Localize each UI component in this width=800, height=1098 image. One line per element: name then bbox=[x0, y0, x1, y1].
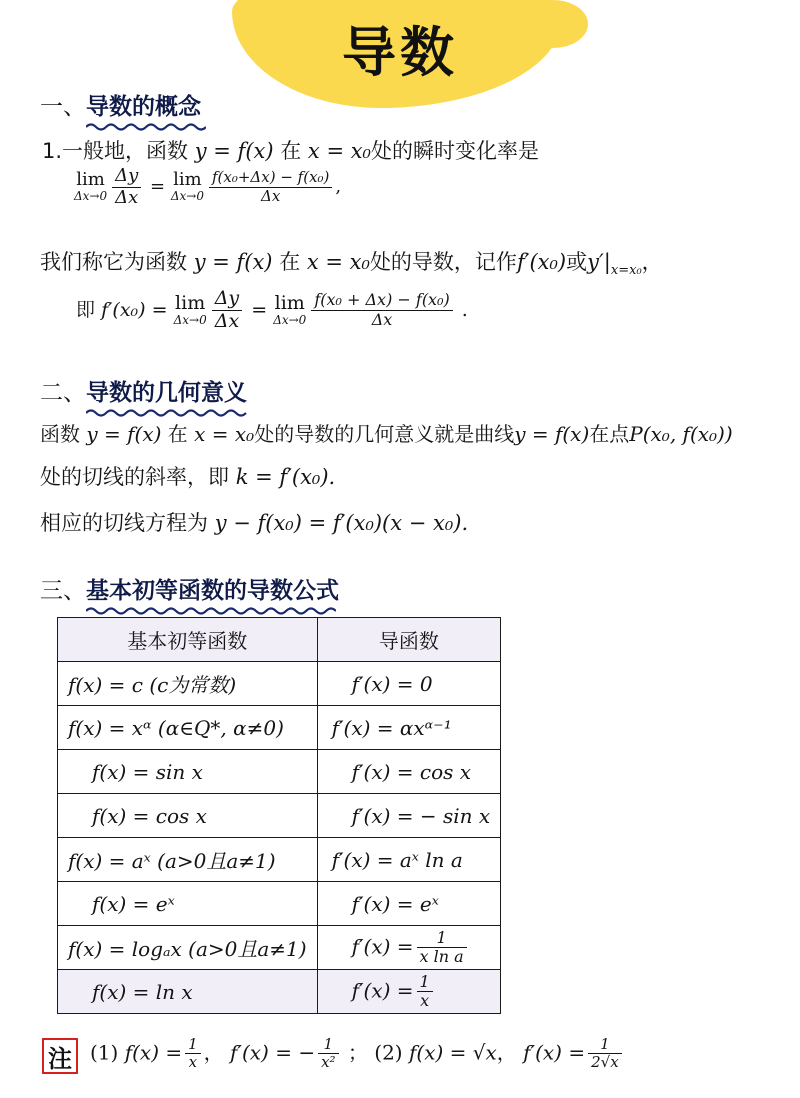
denominator: x bbox=[188, 1053, 198, 1072]
derivative-cell: f′(x) = 0 bbox=[317, 662, 501, 706]
section-3-heading bbox=[40, 572, 339, 605]
punct: ， bbox=[203, 1040, 224, 1065]
table-row bbox=[58, 662, 501, 706]
derivative-cell: f′(x) = − sin x bbox=[317, 794, 501, 838]
lim-sub: Δx→0 bbox=[170, 189, 204, 204]
wavy-underline bbox=[86, 408, 251, 417]
text: 我们称它为函数 bbox=[40, 250, 187, 274]
numerator: 1 bbox=[417, 929, 467, 948]
lim-text: lim bbox=[175, 292, 206, 315]
lim-text: lim bbox=[76, 169, 105, 191]
table-header: 基本初等函数 bbox=[58, 618, 318, 662]
numerator: f(x₀+Δx) − f(x₀) bbox=[209, 169, 332, 187]
table-row bbox=[58, 926, 501, 970]
math-expr: y = f(x) bbox=[194, 139, 274, 163]
note-badge: 注 bbox=[42, 1038, 78, 1074]
text: 在 bbox=[279, 250, 301, 274]
text: 在 bbox=[167, 422, 188, 446]
table-row bbox=[58, 838, 501, 882]
math-expr: y = f(x) bbox=[86, 422, 162, 446]
text: 函数 bbox=[40, 422, 80, 446]
table-row bbox=[58, 794, 501, 838]
function-cell: f(x) = cos x bbox=[58, 794, 318, 838]
function-cell: f(x) = logₐx (a>0且a≠1) bbox=[58, 926, 318, 970]
math-expr: P(x₀, f(x₀)) bbox=[629, 422, 733, 446]
text: 处的导数，记作 bbox=[369, 250, 517, 274]
lim-sub: Δx→0 bbox=[74, 189, 108, 204]
section-1-heading bbox=[40, 88, 201, 121]
section-1-paragraph-1 bbox=[42, 135, 539, 165]
derivative-cell: f′(x) = αxᵅ⁻¹ bbox=[317, 706, 501, 750]
table-row bbox=[58, 706, 501, 750]
function-cell: f(x) = aˣ (a>0且a≠1) bbox=[58, 838, 318, 882]
table-row bbox=[58, 970, 501, 1014]
math-expr: f(x) = √x bbox=[408, 1040, 497, 1065]
denominator: x ln a bbox=[419, 947, 464, 966]
text: 相应的切线方程为 bbox=[40, 511, 208, 535]
section-3-label bbox=[86, 578, 339, 604]
derivative-cell bbox=[317, 926, 501, 970]
fraction bbox=[212, 288, 242, 333]
math-expr: x = x₀ bbox=[306, 250, 370, 274]
math-expr: y = f(x) bbox=[193, 250, 273, 274]
derivative-cell: f′(x) = cos x bbox=[317, 750, 501, 794]
punct: , bbox=[335, 176, 342, 198]
denominator: Δx bbox=[261, 186, 281, 205]
math-expr: x = x₀ bbox=[307, 139, 371, 163]
table-header-row bbox=[58, 618, 501, 662]
denominator: 2√x bbox=[591, 1053, 619, 1072]
section-2-label-text: 导数的几何意义 bbox=[86, 380, 247, 406]
text: 或 bbox=[566, 250, 588, 274]
text: 处的切线的斜率，即 bbox=[40, 465, 229, 489]
fraction bbox=[588, 1036, 622, 1072]
numerator: 1 bbox=[318, 1036, 338, 1054]
section-2-paragraph-1 bbox=[40, 418, 733, 447]
denominator: x² bbox=[321, 1053, 336, 1072]
section-1-equation-2 bbox=[76, 288, 468, 333]
wavy-underline bbox=[86, 122, 206, 131]
section-2-paragraph-3 bbox=[40, 507, 468, 537]
numerator: Δy bbox=[112, 166, 141, 188]
math-expr: f′(x₀) = bbox=[101, 298, 168, 321]
lim-sub: Δx→0 bbox=[273, 313, 307, 328]
table-row bbox=[58, 882, 501, 926]
derivative-table bbox=[57, 617, 501, 1014]
lim-sub: Δx→0 bbox=[173, 313, 207, 328]
numerator: 1 bbox=[185, 1036, 201, 1054]
note-item-label: (1) bbox=[90, 1040, 119, 1065]
section-1-number: 一、 bbox=[40, 94, 86, 120]
text: 处的瞬时变化率是 bbox=[370, 139, 539, 163]
fraction bbox=[311, 291, 452, 329]
math-expr: f′(x) = bbox=[351, 978, 414, 1002]
fraction bbox=[209, 169, 332, 205]
limit bbox=[74, 171, 107, 202]
section-1-label-text: 导数的概念 bbox=[86, 94, 201, 120]
numerator: f(x₀ + Δx) − f(x₀) bbox=[311, 291, 452, 310]
section-2-heading bbox=[40, 374, 247, 407]
section-1-paragraph-2 bbox=[40, 246, 663, 278]
math-expr: y − f(x₀) = f′(x₀)(x − x₀). bbox=[214, 511, 469, 535]
equals: = bbox=[150, 176, 166, 198]
numerator: 1 bbox=[417, 973, 433, 992]
function-cell: f(x) = sin x bbox=[58, 750, 318, 794]
punct: ， bbox=[496, 1040, 517, 1065]
derivative-cell: f′(x) = aˣ ln a bbox=[317, 838, 501, 882]
limit bbox=[174, 294, 207, 327]
section-1-label bbox=[86, 94, 201, 120]
section-2-label bbox=[86, 380, 247, 406]
math-expr: x = x₀ bbox=[194, 422, 255, 446]
limit bbox=[273, 294, 306, 327]
derivative-cell bbox=[317, 970, 501, 1014]
fraction bbox=[318, 1036, 338, 1072]
limit bbox=[171, 171, 204, 202]
derivative-cell: f′(x) = eˣ bbox=[317, 882, 501, 926]
math-expr: f(x) = bbox=[124, 1040, 183, 1065]
denominator: Δx bbox=[115, 186, 139, 208]
punct: . bbox=[461, 298, 468, 321]
denominator: Δx bbox=[214, 309, 240, 332]
text: 即 bbox=[76, 298, 96, 321]
math-expr: f′(x₀) bbox=[516, 250, 567, 274]
denominator: Δx bbox=[371, 309, 393, 329]
lim-text: lim bbox=[274, 292, 305, 315]
text: 在点 bbox=[589, 422, 630, 446]
equals: = bbox=[251, 298, 268, 321]
text: 处的导数的几何意义就是曲线 bbox=[254, 422, 515, 446]
table-row bbox=[58, 750, 501, 794]
math-expr: f′(x) = − bbox=[230, 1040, 316, 1065]
function-cell: f(x) = ln x bbox=[58, 970, 318, 1014]
fraction bbox=[417, 973, 433, 1011]
note-item-label: (2) bbox=[374, 1040, 403, 1065]
text: 在 bbox=[280, 139, 302, 163]
math-expr: k = f′(x₀). bbox=[235, 465, 336, 489]
section-2-number: 二、 bbox=[40, 380, 86, 406]
page-title: 导数 bbox=[342, 21, 458, 84]
math-expr: f′(x) = bbox=[523, 1040, 586, 1065]
fraction bbox=[112, 166, 141, 208]
section-3-number: 三、 bbox=[40, 578, 86, 604]
math-expr: y = f(x) bbox=[514, 422, 590, 446]
function-cell: f(x) = xᵅ (α∈Q*, α≠0) bbox=[58, 706, 318, 750]
section-3-label-text: 基本初等函数的导数公式 bbox=[86, 578, 339, 604]
text: 1.一般地，函数 bbox=[42, 139, 189, 163]
note-text bbox=[90, 1036, 625, 1072]
section-1-equation-1 bbox=[74, 166, 341, 208]
denominator: x bbox=[420, 991, 430, 1010]
math-expr: y′| bbox=[587, 250, 611, 274]
punct: ； bbox=[347, 1040, 368, 1065]
math-sub: x=x₀ bbox=[610, 263, 642, 279]
table-header: 导函数 bbox=[317, 618, 501, 662]
function-cell: f(x) = eˣ bbox=[58, 882, 318, 926]
function-cell: f(x) = c (c为常数) bbox=[58, 662, 318, 706]
wavy-underline bbox=[86, 606, 336, 615]
section-2-paragraph-2 bbox=[40, 461, 335, 491]
numerator: Δy bbox=[212, 288, 242, 311]
punct: ， bbox=[641, 250, 663, 274]
numerator: 1 bbox=[588, 1036, 622, 1054]
math-expr: f′(x) = bbox=[351, 934, 414, 958]
fraction bbox=[185, 1036, 201, 1072]
lim-text: lim bbox=[173, 169, 202, 191]
fraction bbox=[417, 929, 467, 967]
